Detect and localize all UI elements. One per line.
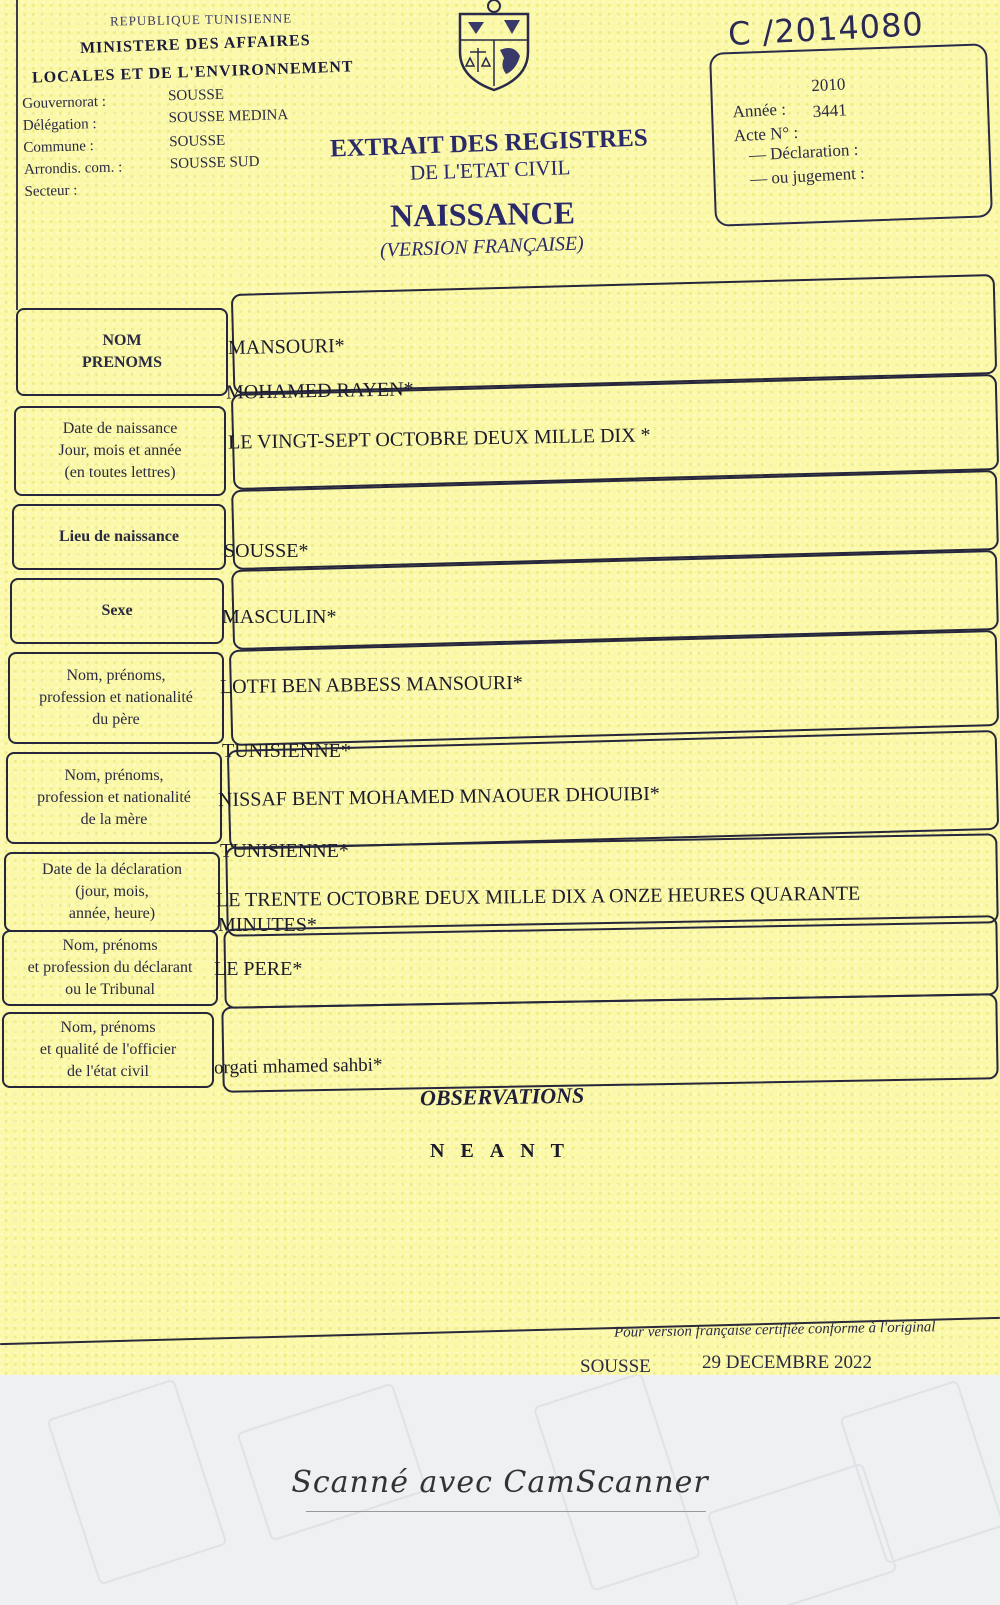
ministry-line2: LOCALES ET DE L'ENVIRONNEMENT [31,58,354,87]
label-sexe: Sexe [10,578,224,644]
commune-label: Commune : [23,138,95,157]
gouvernorat-label: Gouvernorat : [22,93,107,113]
value-date-naissance: LE VINGT-SEPT OCTOBRE DEUX MILLE DIX * [227,424,651,454]
value-pere-nationalite: TUNISIENNE* [222,740,351,762]
jugement-label: — ou jugement : [749,163,866,189]
camscanner-underline [306,1511,706,1512]
gouvernorat-value: SOUSSE [167,86,225,105]
value-mere-nationalite: TUNISIENNE* [220,840,349,862]
camscanner-label: Scanné avec CamScanner [291,1465,709,1500]
value-prenoms: MOHAMED RAYEN* [225,378,414,404]
observations-value: NEANT [430,1140,581,1162]
declaration-label: — Déclaration : [748,139,859,165]
margin-line [16,0,18,310]
label-mere: Nom, prénoms, profession et nationalité de la mère [6,752,222,844]
arrondis-label: Arrondis. com. : [23,159,123,179]
tunisia-emblem-icon [454,0,534,92]
commune-value: SOUSSE [169,132,226,151]
acte-value: 3441 [812,100,848,122]
label-date-declaration: Date de la déclaration (jour, mois, année, heure) [4,852,220,932]
label-date-naissance: Date de naissance Jour, mois et année (en toutes lettres) [14,406,226,496]
republic-label: REPUBLIQUE TUNISIENNE [109,10,293,29]
value-lieu-naissance: SOUSSE* [224,540,309,562]
delegation-value: SOUSSE MEDINA [168,107,289,127]
label-pere: Nom, prénoms, profession et nationalité du père [8,652,224,744]
title-naissance: NAISSANCE [389,194,576,234]
acte-number: C /2014080 [727,4,925,54]
arrondis-value: SOUSSE SUD [169,153,260,173]
label-lieu-naissance: Lieu de naissance [12,504,226,570]
annee-label: Année : [732,99,787,122]
title-line1: EXTRAIT DES REGISTRES [329,124,649,163]
title-line2: DE L'ETAT CIVIL [409,155,571,185]
value-mere: NISSAF BENT MOHAMED MNAOUER DHOUIBI* [217,782,661,812]
value-pere: LOTFI BEN ABBESS MANSOURI* [219,671,523,699]
title-version: (VERSION FRANÇAISE) [379,232,585,262]
footer-city: SOUSSE [580,1356,651,1375]
value-nom: MANSOURI* [227,334,345,360]
ministry-line1: MINISTERE DES AFFAIRES [79,31,311,58]
acte-details [731,64,977,206]
value-sexe: MASCULIN* [222,606,337,628]
delegation-label: Délégation : [22,116,97,135]
annee-value: 2010 [810,74,846,96]
observations-title: OBSERVATIONS [419,1082,585,1111]
value-date-declaration: LE TRENTE OCTOBRE DEUX MILLE DIX A ONZE HEURES QUARANTE [215,882,861,912]
value-officier: orgati mhamed sahbi* [213,1054,383,1079]
acte-label: Acte N° : [733,122,799,146]
admin-block [22,86,332,201]
secteur-label: Secteur : [24,182,78,201]
value-declarant: LE PERE* [214,958,303,980]
certification-text: Pour version française certifiée conforme à l'original [613,1319,936,1341]
camscanner-footer [0,1375,1000,1605]
value-date-declaration-cont: MINUTES* [218,914,317,936]
value-cell-officier [221,993,998,1093]
label-declarant: Nom, prénoms et profession du déclarant ou le Tribunal [2,930,218,1006]
footer-date: 29 DECEMBRE 2022 [702,1352,872,1373]
pattern-table-icon [236,1382,427,1541]
label-officier: Nom, prénoms et qualité de l'officier de l'état civil [2,1012,214,1088]
label-nom-prenoms: NOM PRENOMS [16,308,228,396]
